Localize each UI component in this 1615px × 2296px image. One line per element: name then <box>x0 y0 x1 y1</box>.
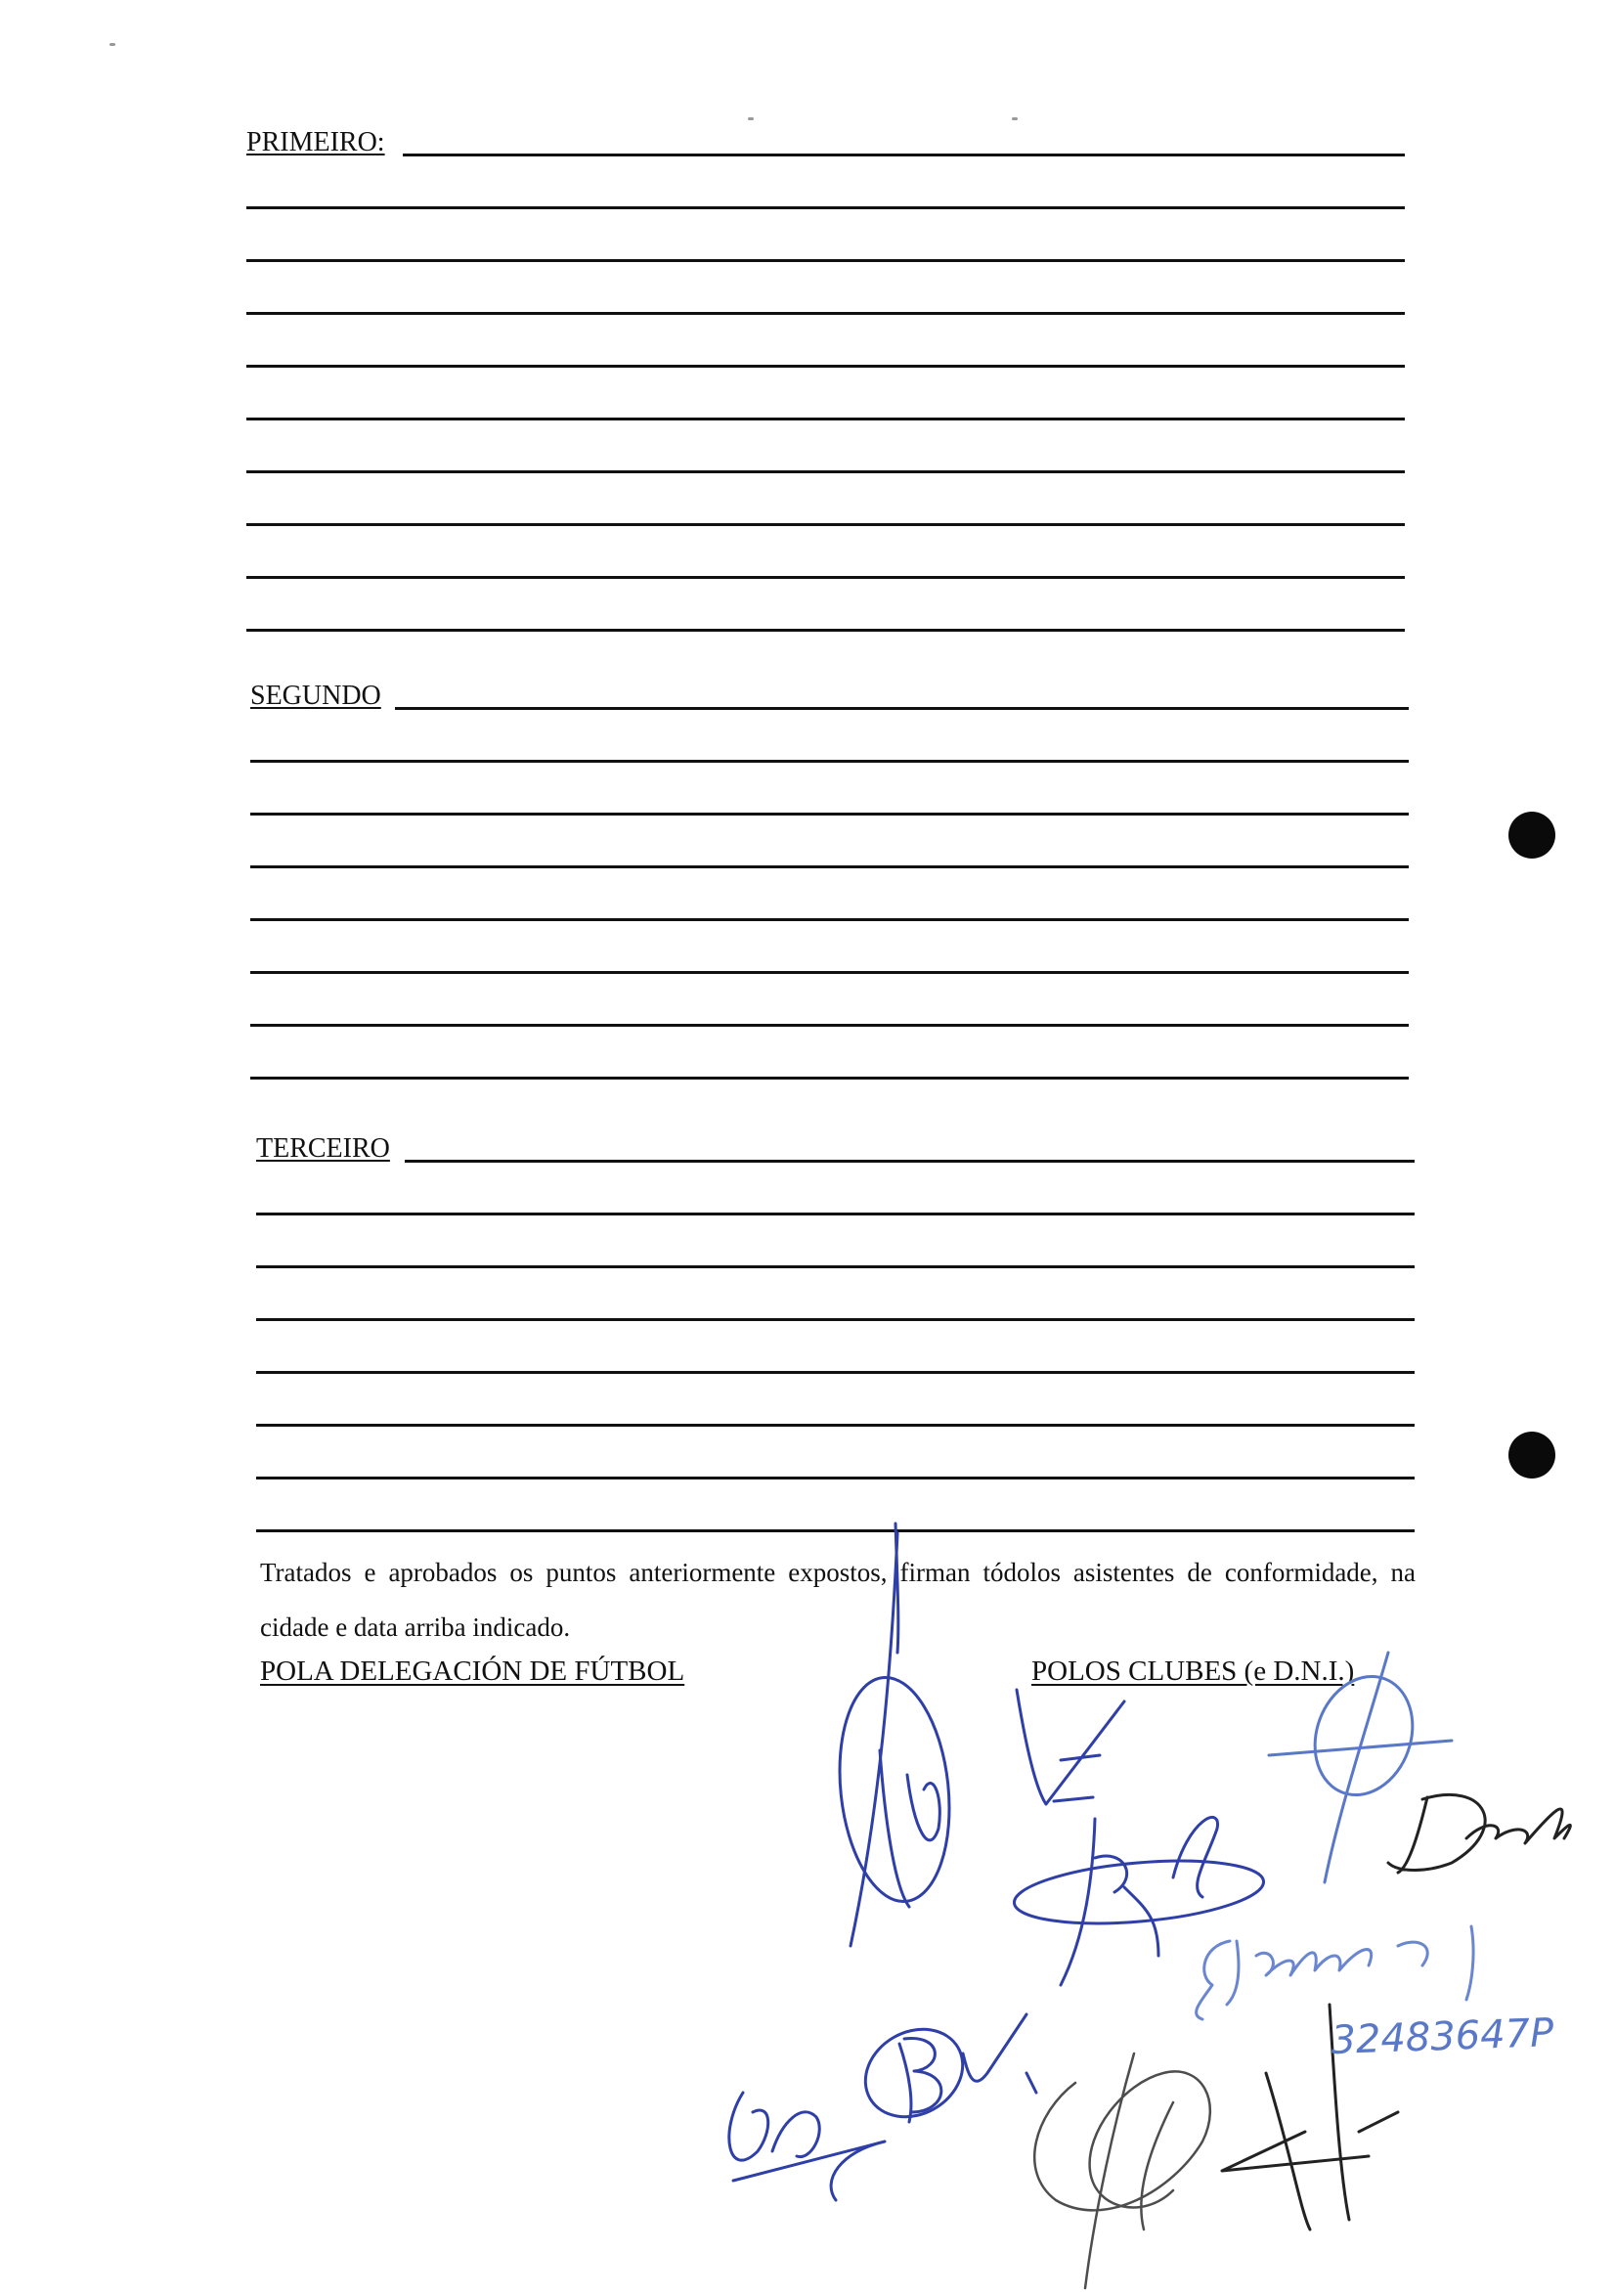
section-heading: PRIMEIRO: <box>246 127 385 157</box>
signature-4 <box>1269 1653 1452 1882</box>
closing-statement: Tratados e aprobados os puntos anteriormente expostos, firman tódolos asistentes de conformidade, na cidade e data arriba indicado. <box>260 1558 1416 1642</box>
signature-2 <box>1017 1690 1124 1804</box>
signature-8 <box>850 2012 1036 2135</box>
clubs-signature-heading: POLOS CLUBES (e D.N.I.) <box>1031 1656 1355 1687</box>
signature-9 <box>1034 2053 1210 2288</box>
handwritten-id: 32483647P <box>1330 2010 1554 2063</box>
signature-6 <box>1197 1926 1473 2019</box>
delegation-signature-heading: POLA DELEGACIÓN DE FÚTBOL <box>260 1656 685 1687</box>
signature-7 <box>729 2093 885 2200</box>
signature-5 <box>1388 1794 1570 1873</box>
section-heading: SEGUNDO <box>250 681 381 711</box>
signature-3 <box>1012 1817 1266 1985</box>
section-heading: TERCEIRO <box>256 1133 390 1164</box>
signature-1 <box>829 1533 959 1946</box>
